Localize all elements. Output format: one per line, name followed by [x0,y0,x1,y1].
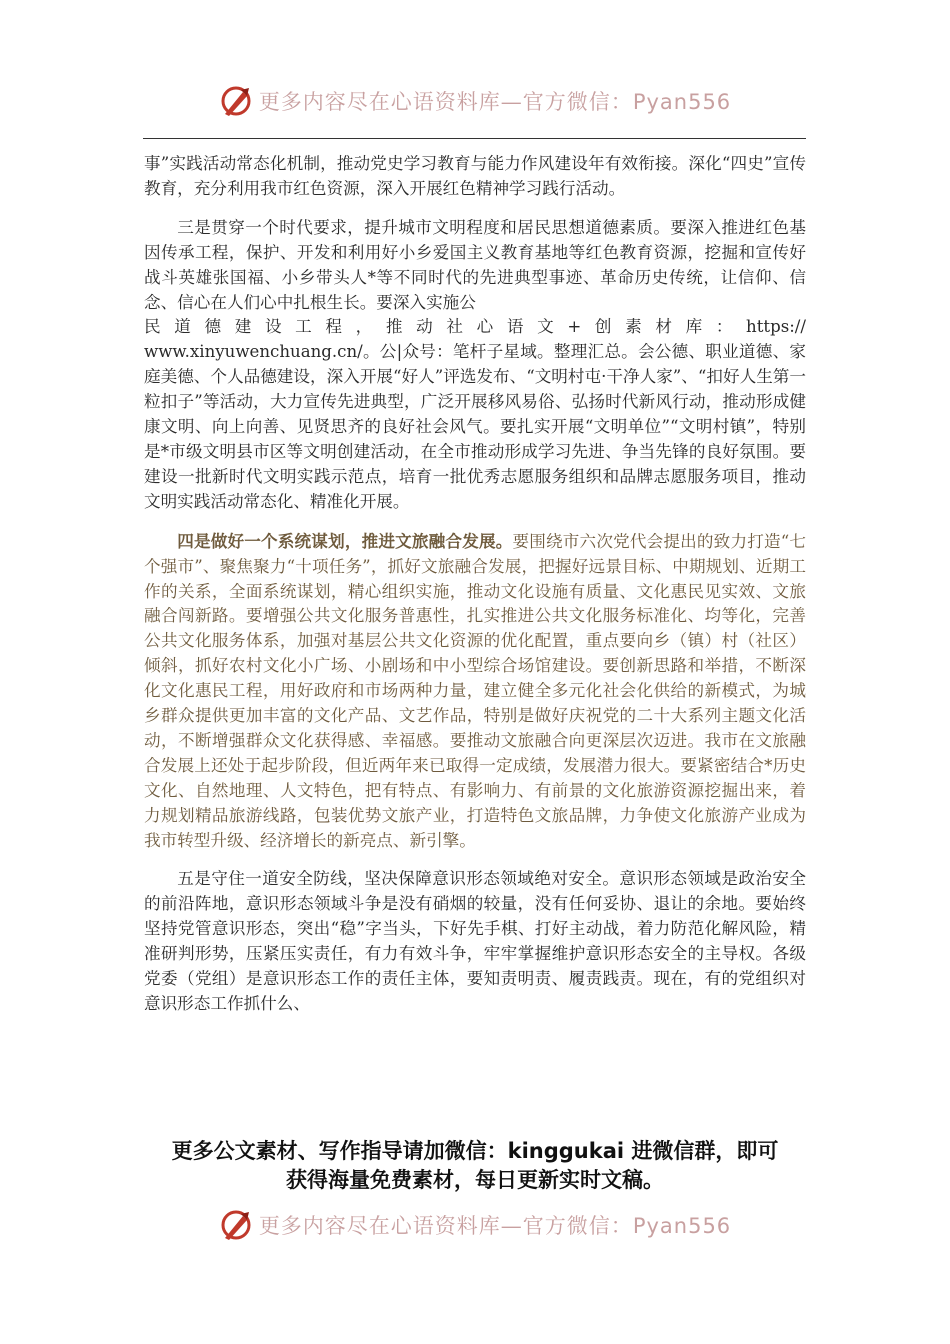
header-divider [143,138,806,139]
footer-banner-text: 更多内容尽在心语资料库—官方微信：Pyan556 [258,1214,732,1238]
paragraph-2-part-c: www.xinyuwenchuang.cn/。公|众号：笔杆子星域。整理汇总。会公德、职业道德、家庭美德、个人品德建设，深入开展“好人”评选发布、“文明村屯·干净人家”、“扣好人生第一粒扣子”等活动，大力宣传先进典型，广泛开展移风易俗、弘扬时代新风行动，推动形成健康文明、向上向善、见贤思齐的良好社会风气。要扎实开展“文明单位”“文明村镇”，特别是*市级文明县市区等文明创建活动，在全市推动形成学习先进、争当先锋的良好氛围。要建设一批新时代文明实践示范点，培育一批优秀志愿服务组织和品牌志愿服务项目，推动文明实践活动常态化、精准化开展。 [144,342,806,511]
header-banner-text: 更多内容尽在心语资料库—官方微信：Pyan556 [258,90,732,114]
paragraph-4: 五是守住一道安全防线，坚决保障意识形态领域绝对安全。意识形态领域是政治安全的前沿阵地，意识形态领域斗争是没有硝烟的较量，没有任何妥协、退让的余地。要始终坚持党管意识形态，突出“稳”字当头，下好先手棋、打好主动战，着力防范化解风险，精准研判形势，压紧压实责任，有力有效斗争，牢牢掌握维护意识形态安全的主导权。各级党委（党组）是意识形态工作的责任主体，要知责明责、履责践责。现在，有的党组织对意识形态工作抓什么、 [144,869,806,1013]
paragraph-3-rest: 要围绕市六次党代会提出的致力打造“七个强市”、聚焦聚力“十项任务”，抓好文旅融合发展，把握好远景目标、中期规划、近期工作的关系，全面系统谋划，精心组织实施，推动文化设施有质量、文化惠民见实效、文旅融合闯新路。要增强公共文化服务普惠性，扎实推进公共文化服务标准化、均等化，完善公共文化服务体系，加强对基层公共文化资源的优化配置，重点要向乡（镇）村（社区）倾斜，抓好农村文化小广场、小剧场和中小型综合场馆建设。要创新思路和举措，不断深化文化惠民工程，用好政府和市场两种力量，建立健全多元化社会化供给的新模式，为城乡群众提供更加丰富的文化产品、文艺作品，特别是做好庆祝党的二十大系列主题文化活动，不断增强群众文化获得感、幸福感。要推动文旅融合向更深层次迈进。我市在文旅融合发展上还处于起步阶段，但近两年来已取得一定成绩，发展潜力很大。要紧密结合*历史文化、自然地理、人文特色，把有特点、有影响力、有前景的文化旅游资源挖掘出来，着力规划精品旅游线路，包装优势文旅产业，打造特色文旅品牌，力争使文化旅游产业成为我市转型升级、经济增长的新亮点、新引擎。 [144,531,806,850]
document-body [144,152,806,1031]
promo-notice [0,1137,950,1195]
promo-line-2: 获得海量免费素材，每日更新实时文稿。 [286,1168,664,1192]
paragraph-2 [144,216,806,515]
promo-line-1: 更多公文素材、写作指导请加微信：kinggukai 进微信群，即可 [171,1139,779,1163]
paragraph-2-part-a: 三是贯穿一个时代要求，提升城市文明程度和居民思想道德素质。要深入推进红色基因传承工程，保护、开发和利用好小乡爱国主义教育基地等红色教育资源，挖掘和宣传好战斗英雄张国福、小乡带头人*等不同时代的先进典型事迹、革命历史传统，让信仰、信念、信心在人们心中扎根生长。要深入实施公 [144,217,806,312]
paragraph-3-lead: 四是做好一个系统谋划，推进文旅融合发展。 [177,530,513,551]
header-banner [0,84,950,118]
quill-logo-icon [219,84,253,118]
footer-banner [0,1208,950,1242]
paragraph-1: 事”实践活动常态化机制，推动党史学习教育与能力作风建设年有效衔接。深化“四史”宣传教育，充分利用我市红色资源，深入开展红色精神学习践行活动。 [144,154,806,198]
paragraph-3 [144,529,806,854]
paragraph-2-part-b: 民道德建设工程，推动社心语文+创素材库：https:// [144,317,806,337]
quill-logo-icon [219,1208,253,1242]
